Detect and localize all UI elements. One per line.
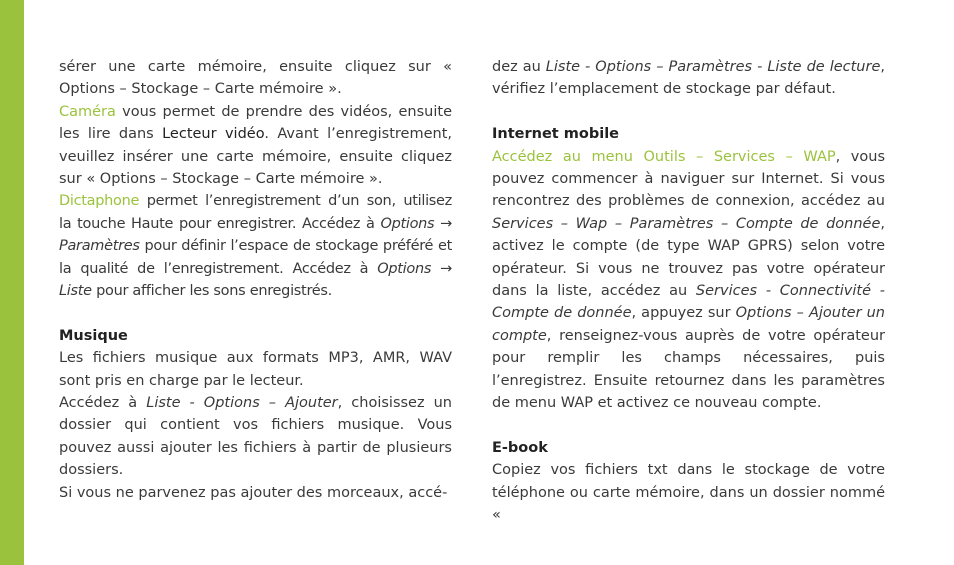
- paragraph-dictaphone: Dictaphone permet l’enregistrement d’un son, utilisez la touche Haute pour enregistrer. Accédez à Options → Paramètres pour définir l’espace de stockage préféré et la qualité de l’enregistrement. Accédez à Options → Liste pour afficher les sons enregistrés.: [59, 193, 452, 300]
- paragraph-ebook: Copiez vos fichiers txt dans le stockage de votre téléphone ou carte mémoire, dans un dossier nommé «: [492, 462, 885, 524]
- paragraph-musique-2: Accédez à Liste - Options – Ajouter, choisissez un dossier qui contient vos fichiers musique. Vous pouvez aussi ajouter les fichiers à partir de plusieurs dossiers.: [59, 395, 453, 479]
- right-column: [492, 56, 885, 527]
- paragraph-musique-1: Les fichiers musique aux formats MP3, AMR, WAV sont pris en charge par le lecteur.: [59, 350, 452, 389]
- dictaphone-link[interactable]: Dictaphone: [59, 193, 140, 210]
- paragraph-playlist: dez au Liste - Options – Paramètres - Liste de lecture, vérifiez l’emplacement de stockage par défaut.: [492, 59, 885, 98]
- wap-menu-link[interactable]: Accédez au menu Outils – Services – WAP: [492, 148, 836, 165]
- heading-internet-mobile: Internet mobile: [492, 126, 619, 143]
- camera-link[interactable]: Caméra: [59, 103, 116, 120]
- accent-sidebar-bar: [0, 0, 24, 565]
- heading-ebook: E-book: [492, 439, 548, 456]
- paragraph-continuation: sérer une carte mémoire, ensuite cliquez sur « Options – Stockage – Carte mémoire ».: [59, 59, 452, 98]
- paragraph-musique-3: Si vous ne parvenez pas ajouter des morceaux, accé-: [59, 484, 448, 501]
- heading-musique: Musique: [59, 327, 128, 344]
- paragraph-internet: Accédez au menu Outils – Services – WAP, vous pouvez commencer à naviguer sur Internet. Si vous rencontrez des problèmes de connexion, accédez au Services – Wap – Paramètres – Compte de donnée, activez le compte (de type WAP GPRS) selon votre opérateur. Si vous ne trouvez pas votre opérateur dans la liste, accédez au Services - Connectivité - Compte de donnée, appuyez sur Options – Ajouter un compte, renseignez-vous auprès de votre opérateur pour remplir les champs nécessaires, puis l’enregistrez. Ensuite retournez dans les paramètres de menu WAP et activez ce nouveau compte.: [492, 148, 885, 412]
- video-player-term: Lecteur vidéo: [162, 126, 265, 143]
- paragraph-camera: Caméra vous permet de prendre des vidéos, ensuite les lire dans Lecteur vidéo. Avant l’enregistrement, veuillez insérer une carte mémoire, ensuite cliquez sur « Options – Stockage – Carte mémoire ».: [59, 103, 452, 188]
- left-column: [59, 56, 452, 504]
